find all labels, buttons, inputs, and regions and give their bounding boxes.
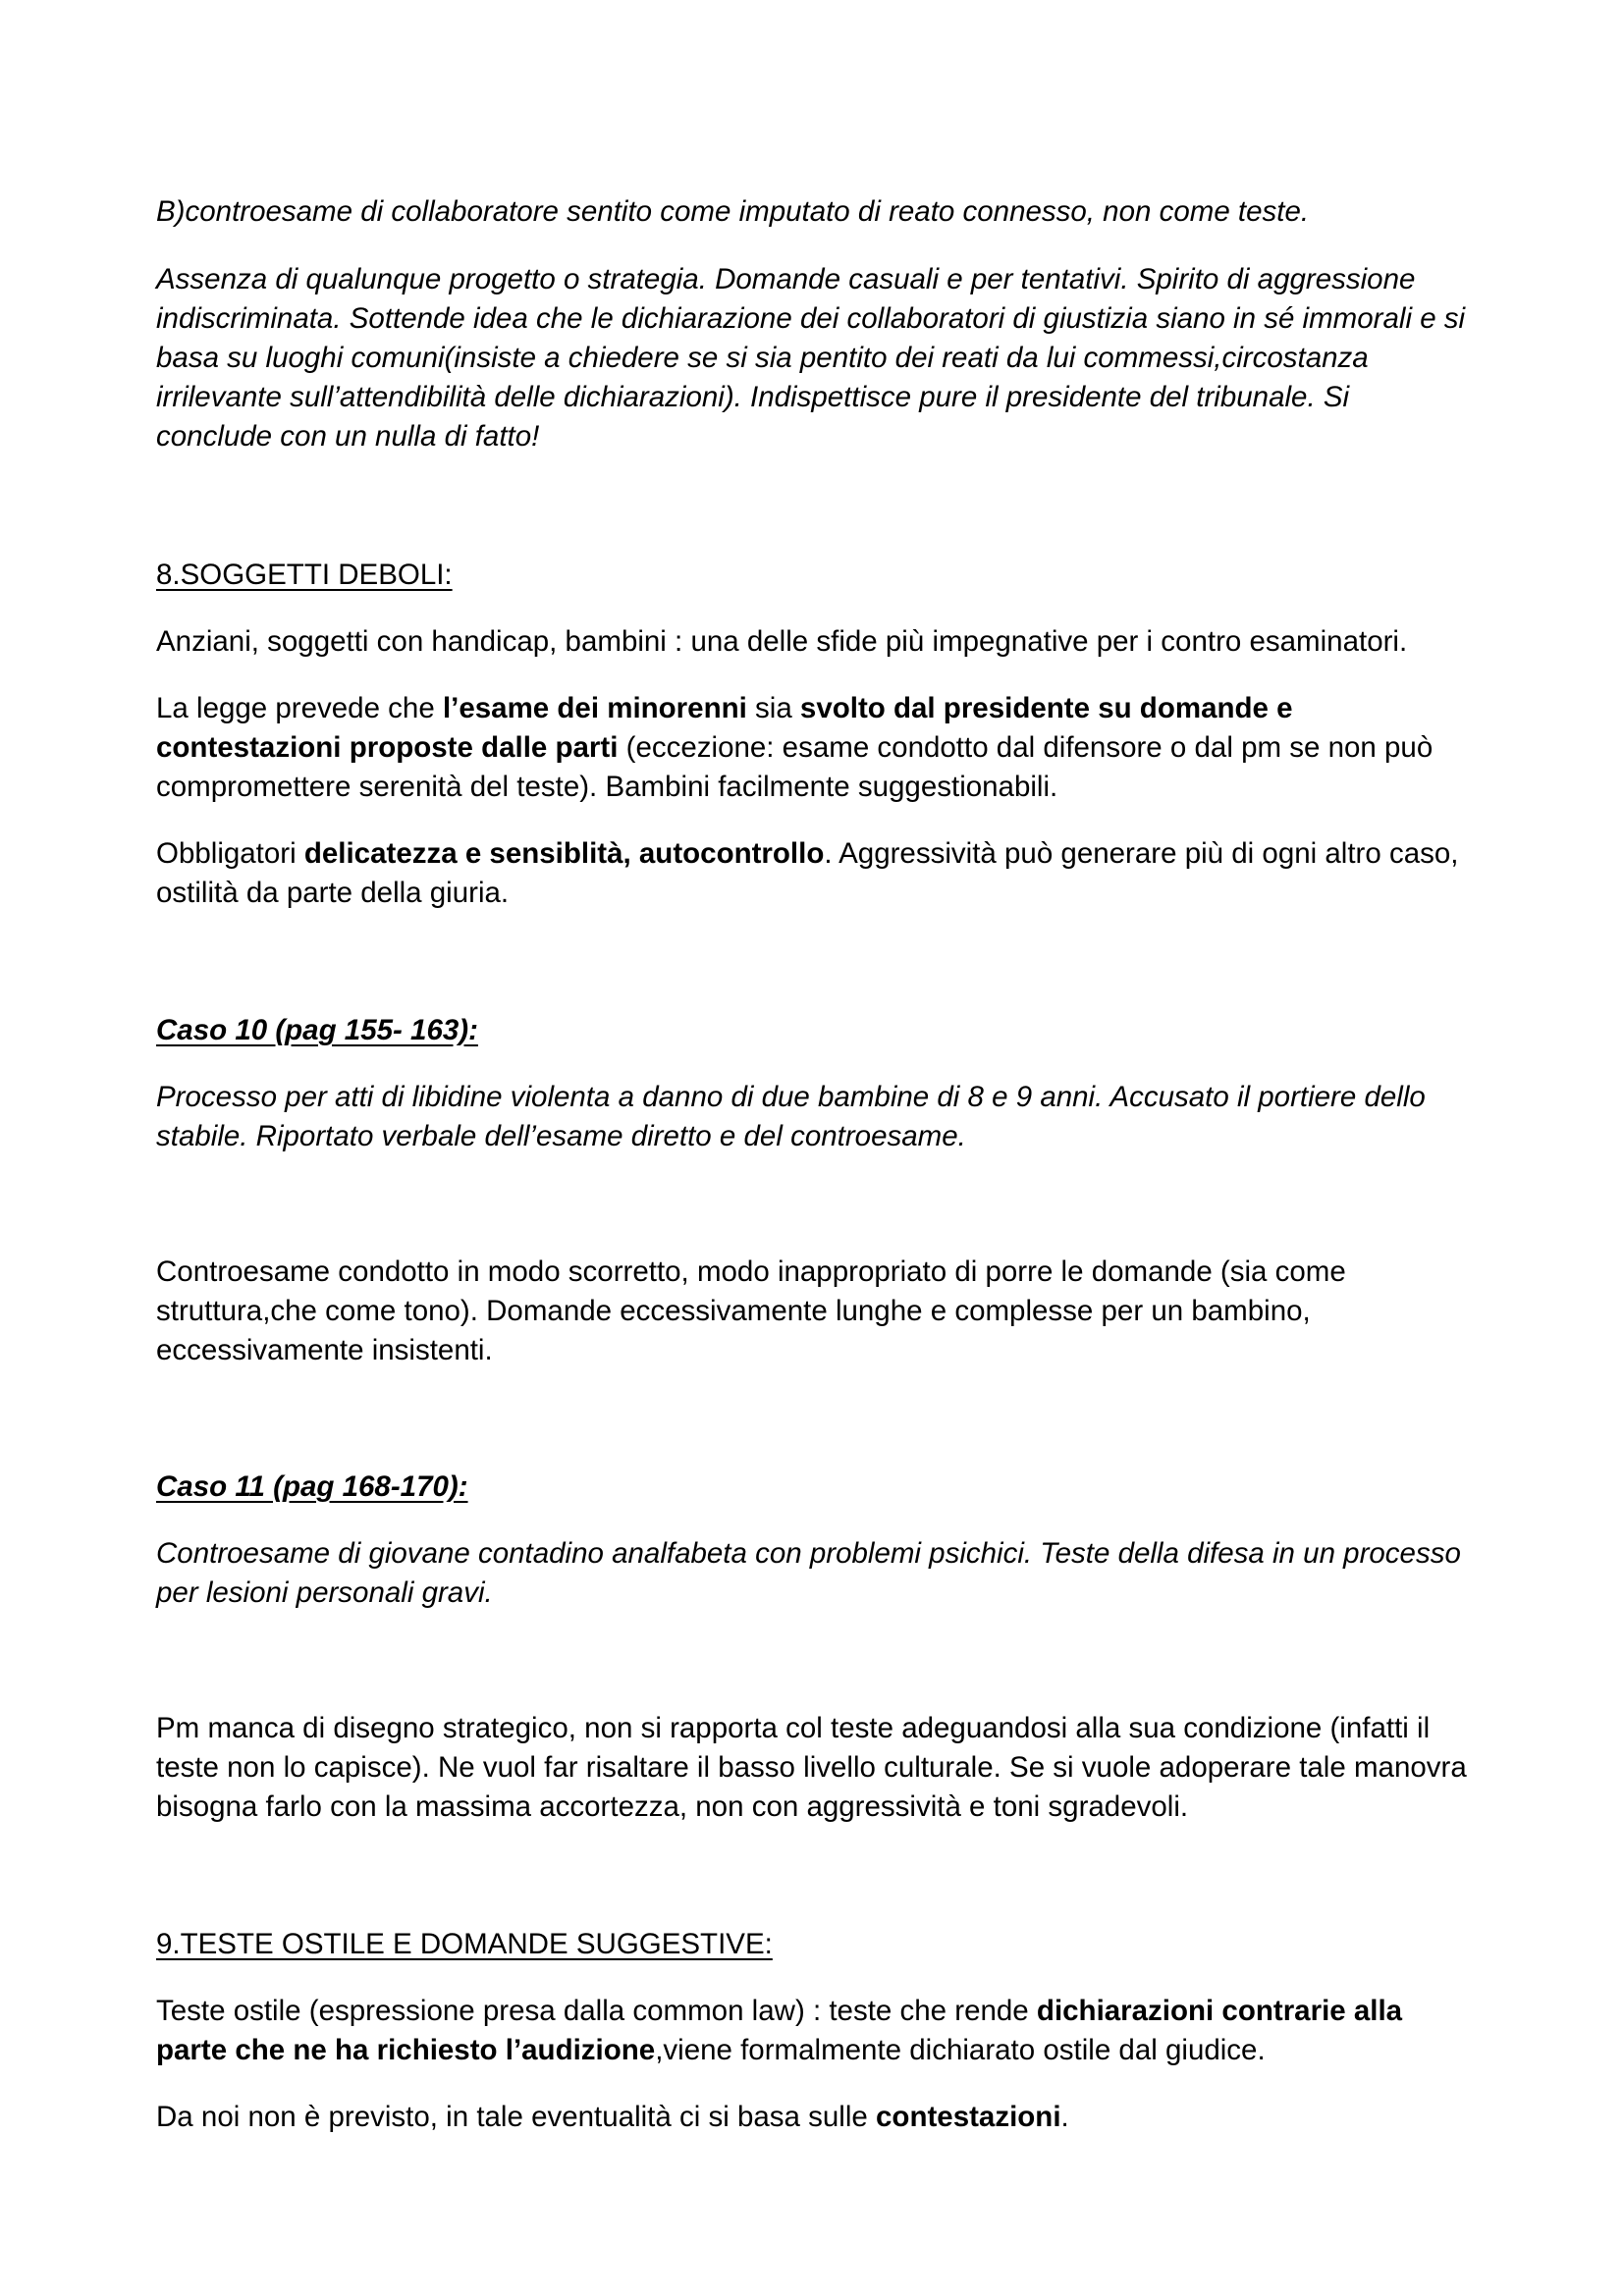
- section-8-heading-text: 8.SOGGETTI DEBOLI:: [156, 559, 453, 591]
- section-9-heading-text: 9.TESTE OSTILE E DOMANDE SUGGESTIVE:: [156, 1928, 773, 1960]
- text-run: Obbligatori: [156, 837, 304, 870]
- section-9-paragraph-1: [156, 1992, 1472, 2070]
- caso-10-paragraph-2: Controesame condotto in modo scorretto, modo inappropriato di porre le domande (sia come struttura,che come tono). Domande eccessivamente lunghe e complesse per un bambino, eccessivamente insistenti.: [156, 1255, 1346, 1366]
- caso-10-heading-text: Caso 10 (pag 155- 163):: [156, 1014, 478, 1046]
- section-8-paragraph-2: [156, 689, 1472, 807]
- bold-run: dichiarazioni contrarie alla parte che ne ha richiesto l’audizione: [156, 1995, 1403, 2066]
- text-run: (eccezione: esame condotto dal difensore o dal pm se non può compromettere serenità del teste). Bambini facilmente suggestionabili.: [156, 731, 1434, 803]
- section-9-paragraph-2: [156, 2098, 1472, 2137]
- caso-11-heading-text: Caso 11 (pag 168-170):: [156, 1470, 468, 1503]
- caso-10-heading: [156, 1011, 1472, 1050]
- section-9-heading: [156, 1925, 1472, 1964]
- section-8-paragraph-3: [156, 834, 1472, 913]
- caso-11-paragraph-2: Pm manca di disegno strategico, non si rapporta col teste adeguandosi alla sua condizione (infatti il teste non lo capisce). Ne vuol far risaltare il basso livello culturale. Se si vuole adoperare tale manovra bisogna farlo con la massima accortezza, non con aggressività e toni sgradevoli.: [156, 1712, 1467, 1823]
- section-8-paragraph-1: Anziani, soggetti con handicap, bambini : una delle sfide più impegnative per i contro esaminatori.: [156, 625, 1408, 658]
- caso-11-paragraph-1: Controesame di giovane contadino analfabeta con problemi psichici. Teste della difesa in un processo per lesioni personali gravi.: [156, 1537, 1461, 1609]
- bold-run: delicatezza e sensiblità, autocontrollo: [303, 837, 825, 870]
- text-run: .: [1060, 2101, 1069, 2133]
- text-run: La legge prevede che: [156, 692, 443, 724]
- text-run: ,viene formalmente dichiarato ostile dal giudice.: [655, 2034, 1266, 2066]
- bold-run: l’esame dei minorenni: [442, 692, 747, 724]
- text-run: . Aggressività può generare più di ogni altro caso, ostilità da parte della giuria.: [156, 837, 1459, 909]
- section-8-heading: [156, 556, 1472, 595]
- text-run: Teste ostile (espressione presa dalla common law) : teste che rende: [156, 1995, 1037, 2027]
- paragraph-collaboratore-title: B)controesame di collaboratore sentito come imputato di reato connesso, non come teste.: [156, 195, 1310, 228]
- text-run: sia: [746, 692, 800, 724]
- text-run: Da noi non è previsto, in tale eventualità ci si basa sulle: [156, 2101, 877, 2133]
- bold-run: svolto dal presidente su domande e contestazioni proposte dalle parti: [156, 692, 1293, 764]
- bold-run: contestazioni: [876, 2101, 1061, 2133]
- paragraph-collaboratore-body: Assenza di qualunque progetto o strategia. Domande casuali e per tentativi. Spirito di aggressione indiscriminata. Sottende idea che le dichiarazione dei collaboratori di giustizia siano in sé immorali e si basa su luoghi comuni(insiste a chiedere se si sia pentito dei reati da lui commessi,circostanza irrilevante sull’attendibilità delle dichiarazioni). Indispettisce pure il presidente del tribunale. Si conclude con un nulla di fatto!: [156, 263, 1466, 453]
- caso-10-paragraph-1: Processo per atti di libidine violenta a danno di due bambine di 8 e 9 anni. Accusato il portiere dello stabile. Riportato verbale dell’esame diretto e del controesame.: [156, 1081, 1426, 1152]
- caso-11-heading: [156, 1468, 1472, 1507]
